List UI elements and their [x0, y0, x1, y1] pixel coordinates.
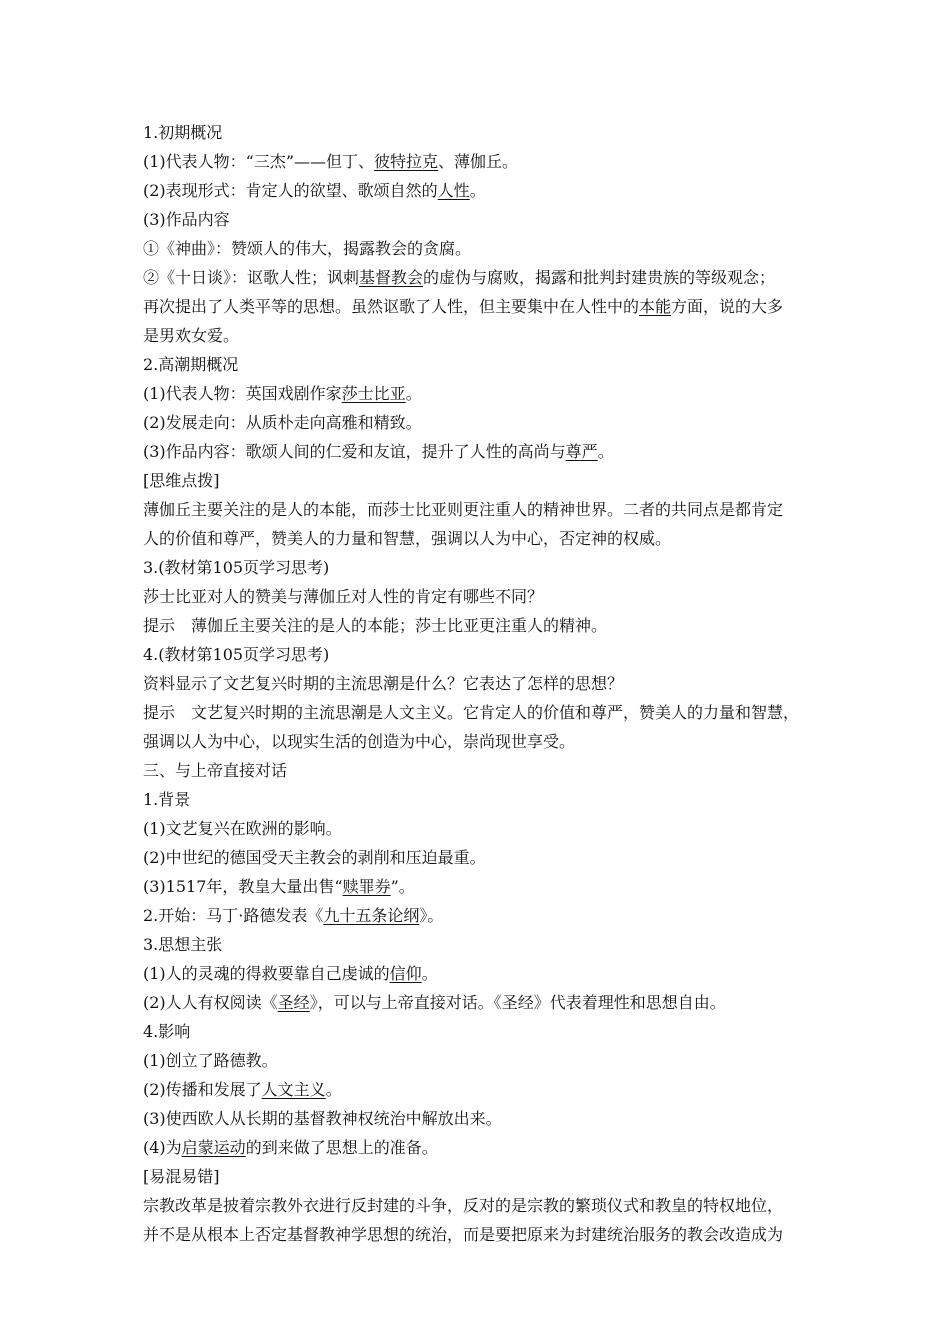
text-segment: 。: [405, 384, 422, 403]
underlined-term: 基督教会: [359, 268, 424, 287]
text-segment: (4)为: [143, 1138, 182, 1157]
text-segment: 提示 薄伽丘主要关注的是人的本能；莎士比亚更注重人的精神。: [143, 616, 608, 635]
text-segment: 是男欢女爱。: [143, 326, 240, 345]
text-segment: (1)代表人物：英国戏剧作家: [143, 384, 342, 403]
text-segment: (1)文艺复兴在欧洲的影响。: [143, 819, 342, 838]
text-line: [143, 901, 823, 930]
text-segment: (3)使西欧人从长期的基督教神权统治中解放出来。: [143, 1109, 502, 1128]
underlined-term: 人文主义: [261, 1080, 326, 1099]
text-line: [143, 582, 823, 611]
text-line: [143, 1017, 823, 1046]
text-line: [143, 118, 823, 147]
text-segment: 、薄伽丘。: [438, 152, 519, 171]
text-line: [143, 988, 823, 1017]
text-line: [143, 1133, 823, 1162]
text-line: [143, 205, 823, 234]
text-segment: (3)作品内容：歌颂人间的仁爱和友谊，提升了人性的高尚与: [143, 442, 566, 461]
text-line: [143, 1191, 823, 1220]
text-segment: ①《神曲》：赞颂人的伟大，揭露教会的贪腐。: [143, 239, 472, 258]
text-segment: 方面，说的大多: [671, 297, 784, 316]
text-line: [143, 437, 823, 466]
text-segment: 3.(教材第105页学习思考): [143, 558, 330, 577]
text-line: [143, 843, 823, 872]
text-segment: [思维点拨]: [143, 471, 220, 490]
text-segment: 资料显示了文艺复兴时期的主流思潮是什么？它表达了怎样的思想？: [143, 674, 624, 693]
text-segment: 强调以人为中心，以现实生活的创造为中心，崇尚现世享受。: [143, 732, 576, 751]
text-segment: 1.背景: [143, 790, 191, 809]
underlined-term: 莎士比亚: [341, 384, 406, 403]
text-line: [143, 1220, 823, 1249]
text-segment: 人的价值和尊严，赞美人的力量和智慧，强调以人为中心，否定神的权威。: [143, 529, 672, 548]
text-line: [143, 408, 823, 437]
text-segment: 。: [325, 1080, 342, 1099]
text-line: [143, 495, 823, 524]
text-segment: ②《十日谈》：讴歌人性；讽刺: [143, 268, 360, 287]
text-line: [143, 930, 823, 959]
text-segment: 三、与上帝直接对话: [143, 761, 288, 780]
underlined-term: 人性: [437, 181, 470, 200]
document-body: [143, 118, 823, 1249]
underlined-term: 信仰: [389, 964, 422, 983]
text-segment: (2)发展走向：从质朴走向高雅和精致。: [143, 413, 422, 432]
text-line: [143, 611, 823, 640]
text-line: [143, 263, 823, 292]
text-segment: (2)人人有权阅读《: [143, 993, 278, 1012]
text-segment: 2.开始：马丁·路德发表《: [143, 906, 324, 925]
text-line: [143, 553, 823, 582]
underlined-term: 赎罪券: [342, 877, 391, 896]
underlined-term: 启蒙运动: [181, 1138, 246, 1157]
text-line: [143, 872, 823, 901]
text-line: [143, 698, 823, 727]
text-line: [143, 379, 823, 408]
text-line: [143, 350, 823, 379]
text-segment: 》。: [419, 906, 444, 925]
text-segment: 。: [597, 442, 614, 461]
text-segment: 4.(教材第105页学习思考): [143, 645, 330, 664]
underlined-term: 彼特拉克: [374, 152, 439, 171]
text-segment: 4.影响: [143, 1022, 191, 1041]
text-segment: 》，可以与上帝直接对话。《圣经》代表着理性和思想自由。: [309, 993, 726, 1012]
underlined-term: 九十五条论纲: [323, 906, 420, 925]
text-segment: 2.高潮期概况: [143, 355, 239, 374]
text-line: [143, 524, 823, 553]
text-segment: 再次提出了人类平等的思想。虽然讴歌了人性，但主要集中在人性中的: [143, 297, 640, 316]
text-line: [143, 1104, 823, 1133]
text-segment: (2)表现形式：肯定人的欲望、歌颂自然的: [143, 181, 438, 200]
text-line: [143, 814, 823, 843]
text-line: [143, 321, 823, 350]
underlined-term: 本能: [639, 297, 672, 316]
text-line: [143, 959, 823, 988]
text-line: [143, 727, 823, 756]
text-segment: 。: [469, 181, 486, 200]
text-line: [143, 1075, 823, 1104]
text-segment: (3)作品内容: [143, 210, 230, 229]
text-segment: (3)1517年，教皇大量出售“: [143, 877, 343, 896]
text-line: [143, 466, 823, 495]
text-segment: 1.初期概况: [143, 123, 223, 142]
text-segment: 的到来做了思想上的准备。: [245, 1138, 438, 1157]
text-segment: 莎士比亚对人的赞美与薄伽丘对人性的肯定有哪些不同？: [143, 587, 544, 606]
text-line: [143, 756, 823, 785]
text-segment: (1)创立了路德教。: [143, 1051, 278, 1070]
text-segment: 。: [421, 964, 438, 983]
text-segment: 提示 文艺复兴时期的主流思潮是人文主义。它肯定人的价值和尊严，赞美人的力量和智慧，: [143, 703, 800, 722]
underlined-term: 圣经: [277, 993, 310, 1012]
text-segment: 3.思想主张: [143, 935, 223, 954]
text-line: [143, 147, 823, 176]
underlined-term: 尊严: [565, 442, 598, 461]
text-segment: (2)中世纪的德国受天主教会的剥削和压迫最重。: [143, 848, 486, 867]
text-segment: 宗教改革是披着宗教外衣进行反封建的斗争，反对的是宗教的繁琐仪式和教皇的特权地位，: [143, 1196, 784, 1215]
text-line: [143, 1162, 823, 1191]
text-segment: 的虚伪与腐败，揭露和批判封建贵族的等级观念；: [423, 268, 776, 287]
text-line: [143, 1046, 823, 1075]
text-segment: (2)传播和发展了: [143, 1080, 262, 1099]
text-line: [143, 234, 823, 263]
text-line: [143, 292, 823, 321]
text-segment: ”。: [390, 877, 415, 896]
text-line: [143, 640, 823, 669]
text-segment: (1)代表人物：“三杰”——但丁、: [143, 152, 375, 171]
text-segment: (1)人的灵魂的得救要靠自己虔诚的: [143, 964, 390, 983]
text-line: [143, 176, 823, 205]
text-segment: 并不是从根本上否定基督教神学思想的统治，而是要把原来为封建统治服务的教会改造成为: [143, 1225, 784, 1244]
text-segment: [易混易错]: [143, 1167, 220, 1186]
text-line: [143, 669, 823, 698]
text-segment: 薄伽丘主要关注的是人的本能，而莎士比亚则更注重人的精神世界。二者的共同点是都肯定: [143, 500, 784, 519]
text-line: [143, 785, 823, 814]
